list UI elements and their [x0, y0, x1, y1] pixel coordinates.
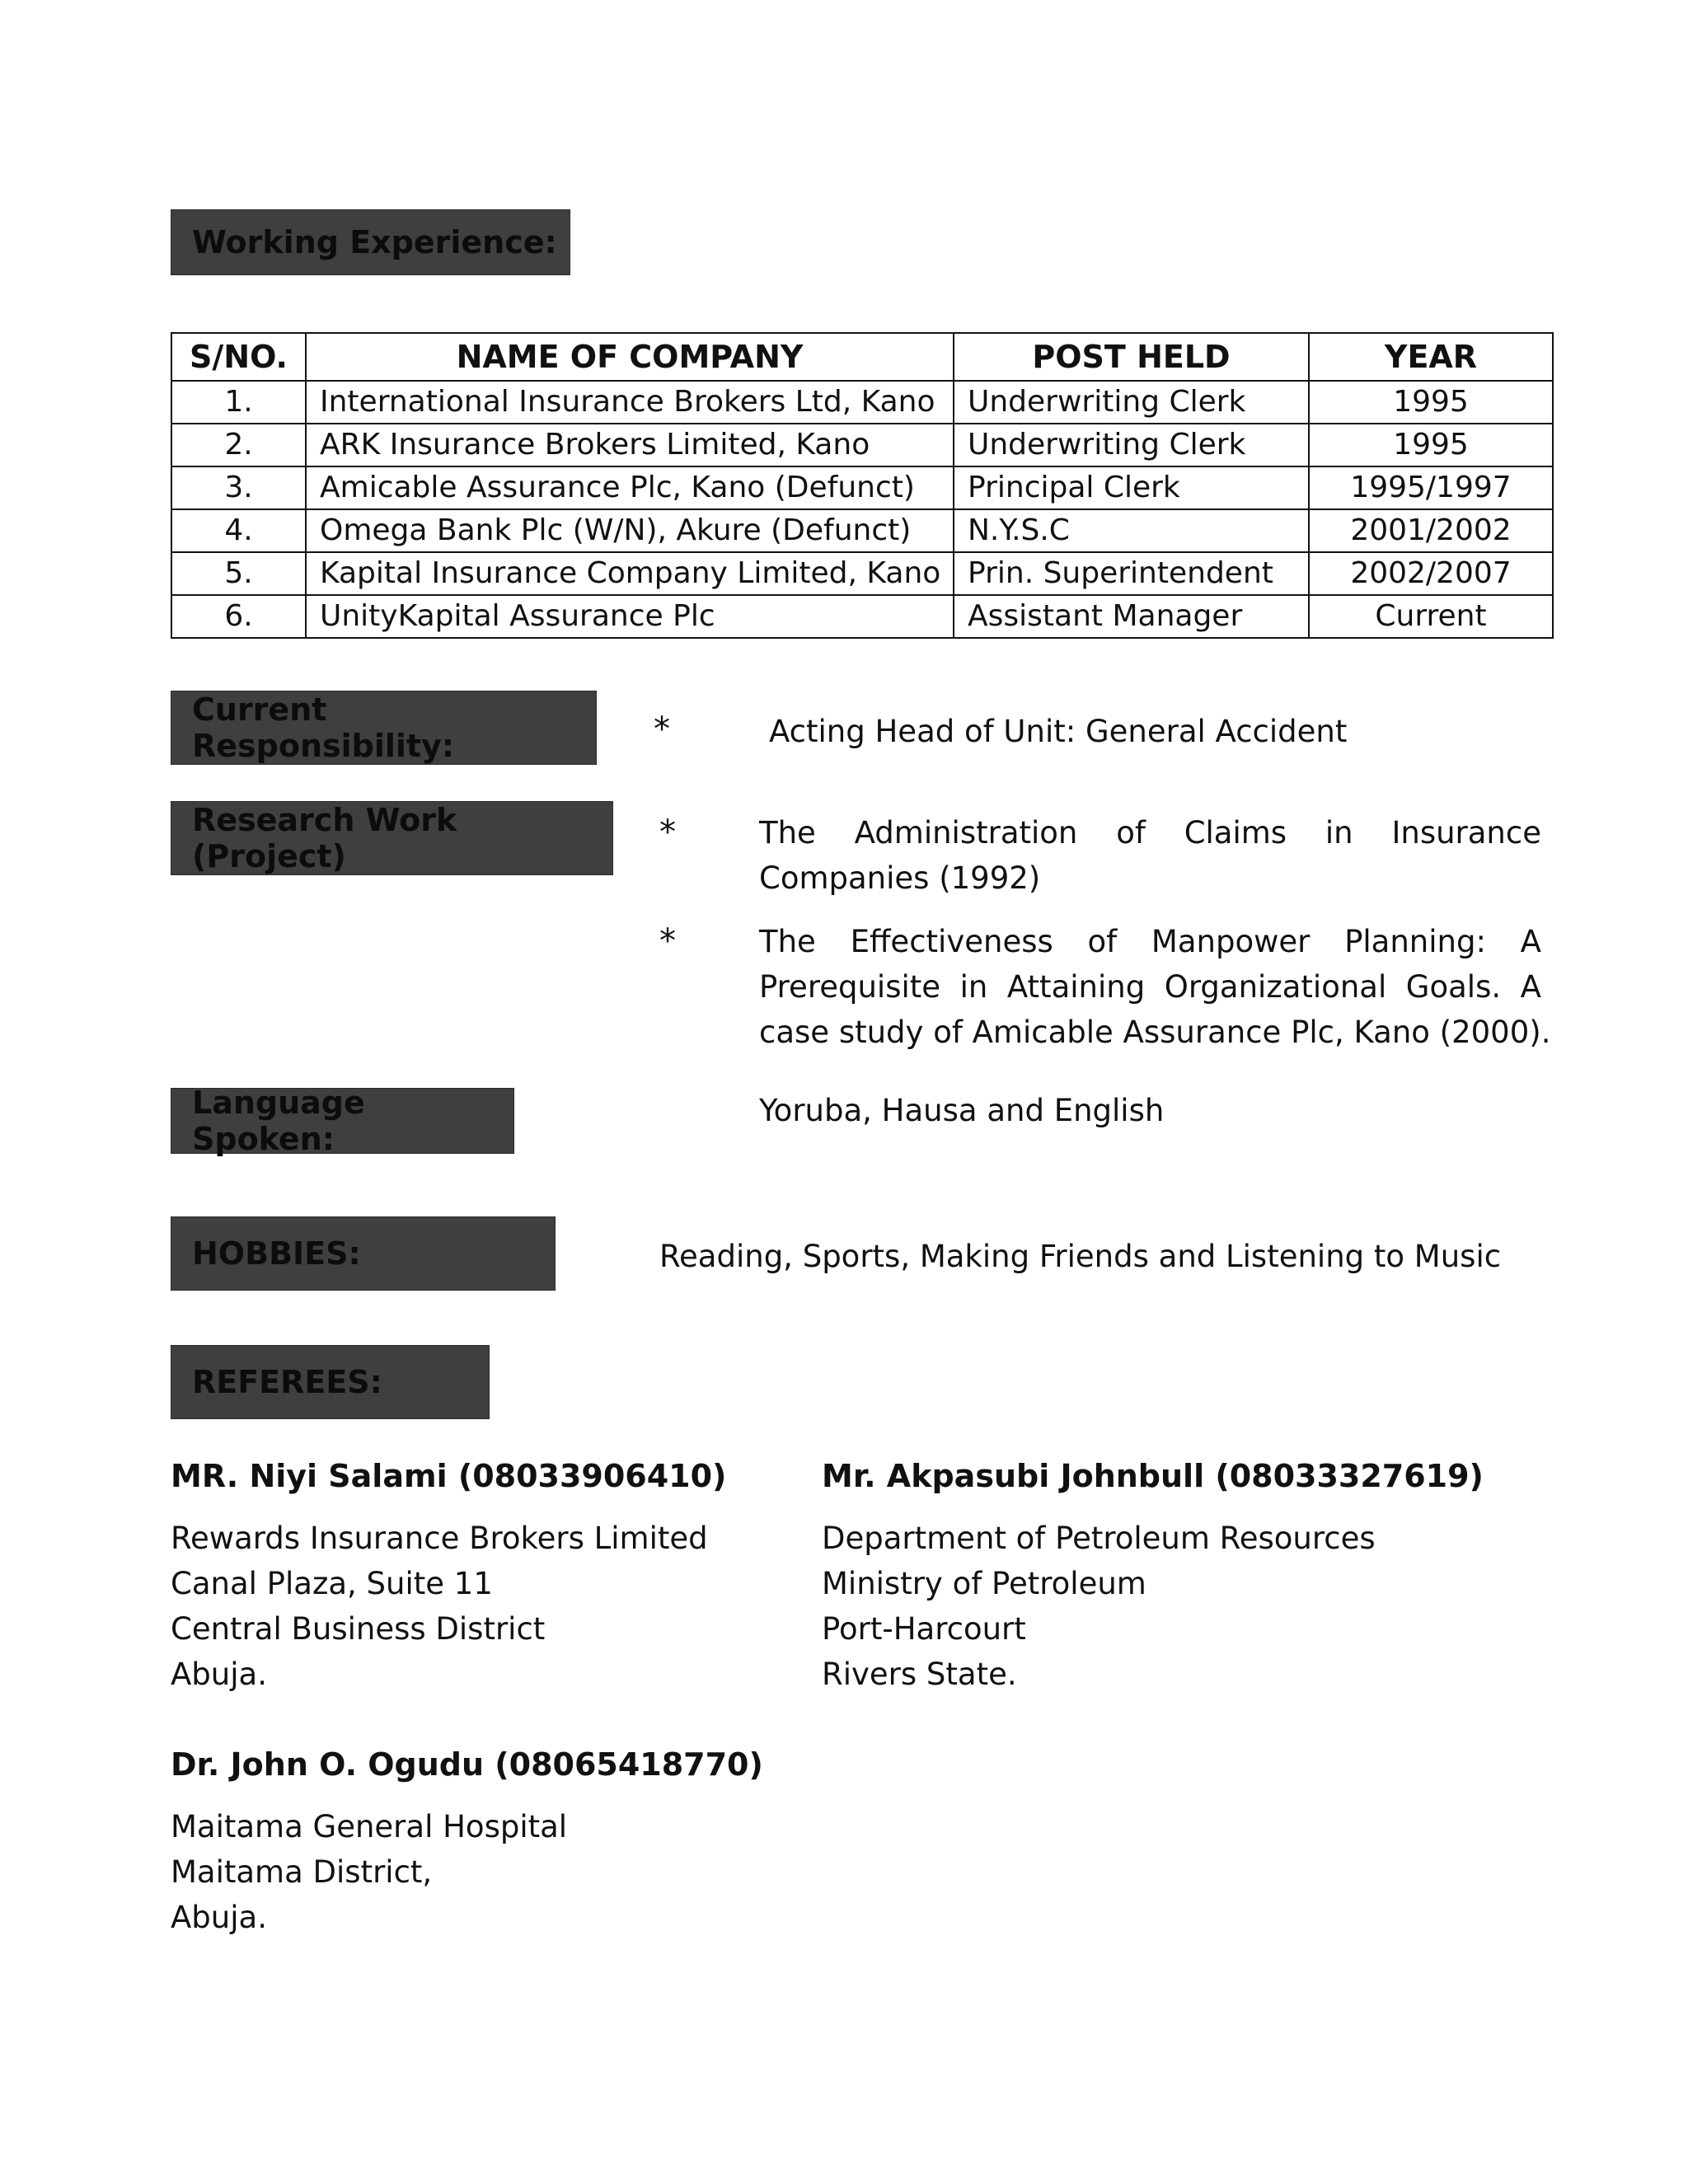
cell-sno: 5.	[171, 552, 306, 595]
cell-year: Current	[1309, 595, 1553, 638]
table-row	[171, 466, 1553, 509]
referee-address	[171, 1804, 763, 1940]
hobbies-text: Reading, Sports, Making Friends and Listening to Music	[659, 1239, 1502, 1274]
cell-post: Principal Clerk	[954, 466, 1309, 509]
section-label-text: Working Experience:	[192, 224, 557, 260]
referee-address-line: Maitama General Hospital	[171, 1809, 568, 1844]
table-row	[171, 509, 1553, 552]
cell-sno: 4.	[171, 509, 306, 552]
referee-name: Mr. Akpasubi Johnbull (08033327619)	[822, 1458, 1484, 1494]
research-item-2-line-1: The Effectiveness of Manpower Planning: A	[759, 924, 1541, 959]
section-label-text: Current Responsibility:	[192, 691, 455, 764]
section-label-text: Research Work (Project)	[192, 802, 457, 874]
header-year: YEAR	[1309, 333, 1553, 381]
research-item-2-line-2: Prerequisite in Attaining Organizational Goals. A	[759, 969, 1541, 1005]
cell-year: 1995	[1309, 424, 1553, 466]
cell-year: 1995/1997	[1309, 466, 1553, 509]
table-header-row	[171, 333, 1553, 381]
referee-address-line: Abuja.	[171, 1900, 267, 1935]
section-label-text: REFEREES:	[192, 1364, 382, 1400]
cell-year: 2002/2007	[1309, 552, 1553, 595]
cell-company: Kapital Insurance Company Limited, Kano	[306, 552, 954, 595]
cell-post: Underwriting Clerk	[954, 424, 1309, 466]
current-responsibility-text: Acting Head of Unit: General Accident	[769, 714, 1348, 749]
section-label-hobbies	[171, 1216, 556, 1291]
experience-table	[171, 332, 1554, 639]
cell-sno: 2.	[171, 424, 306, 466]
cell-company: Omega Bank Plc (W/N), Akure (Defunct)	[306, 509, 954, 552]
referee-card	[171, 1742, 763, 1940]
referee-address-line: Central Business District	[171, 1611, 546, 1647]
section-label-text: HOBBIES:	[192, 1235, 361, 1272]
table-row	[171, 552, 1553, 595]
section-label-research-work	[171, 801, 613, 875]
referee-address-line: Canal Plaza, Suite 11	[171, 1566, 493, 1601]
cell-post: N.Y.S.C	[954, 509, 1309, 552]
referee-address	[171, 1516, 726, 1697]
referee-address-line: Department of Petroleum Resources	[822, 1521, 1376, 1556]
bullet-marker: *	[659, 922, 676, 960]
referee-card	[822, 1454, 1484, 1697]
research-item-2-line-3: case study of Amicable Assurance Plc, Kano (2000).	[759, 1015, 1551, 1050]
referee-address-line: Rivers State.	[822, 1657, 1017, 1692]
section-label-current-responsibility	[171, 691, 597, 765]
cell-company: ARK Insurance Brokers Limited, Kano	[306, 424, 954, 466]
research-item-1-line-2: Companies (1992)	[759, 860, 1041, 896]
cell-post: Assistant Manager	[954, 595, 1309, 638]
referee-address-line: Ministry of Petroleum	[822, 1566, 1146, 1601]
header-sno: S/NO.	[171, 333, 306, 381]
languages-text: Yoruba, Hausa and English	[759, 1093, 1165, 1128]
cell-post: Underwriting Clerk	[954, 381, 1309, 424]
cell-sno: 3.	[171, 466, 306, 509]
cell-post: Prin. Superintendent	[954, 552, 1309, 595]
header-company: NAME OF COMPANY	[306, 333, 954, 381]
referee-address-line: Rewards Insurance Brokers Limited	[171, 1521, 708, 1556]
header-post: POST HELD	[954, 333, 1309, 381]
table-row	[171, 381, 1553, 424]
referee-address-line: Maitama District,	[171, 1854, 433, 1890]
research-item-1-line-1: The Administration of Claims in Insurance	[759, 815, 1541, 851]
section-label-language-spoken	[171, 1085, 514, 1157]
cell-company: UnityKapital Assurance Plc	[306, 595, 954, 638]
cell-year: 1995	[1309, 381, 1553, 424]
referee-address-line: Abuja.	[171, 1657, 267, 1692]
referee-address	[822, 1516, 1484, 1697]
referee-address-line: Port-Harcourt	[822, 1611, 1026, 1647]
table-row	[171, 595, 1553, 638]
cell-company: International Insurance Brokers Ltd, Kano	[306, 381, 954, 424]
cell-sno: 6.	[171, 595, 306, 638]
bullet-marker: *	[659, 813, 676, 851]
cell-company: Amicable Assurance Plc, Kano (Defunct)	[306, 466, 954, 509]
referee-name: MR. Niyi Salami (08033906410)	[171, 1458, 727, 1494]
section-label-referees	[171, 1345, 490, 1419]
table-row	[171, 424, 1553, 466]
section-label-text: Language Spoken:	[192, 1085, 365, 1157]
cell-year: 2001/2002	[1309, 509, 1553, 552]
referee-card	[171, 1454, 726, 1697]
referee-name: Dr. John O. Ogudu (08065418770)	[171, 1746, 763, 1783]
section-label-working-experience	[171, 209, 570, 275]
bullet-marker: *	[654, 710, 670, 748]
cell-sno: 1.	[171, 381, 306, 424]
